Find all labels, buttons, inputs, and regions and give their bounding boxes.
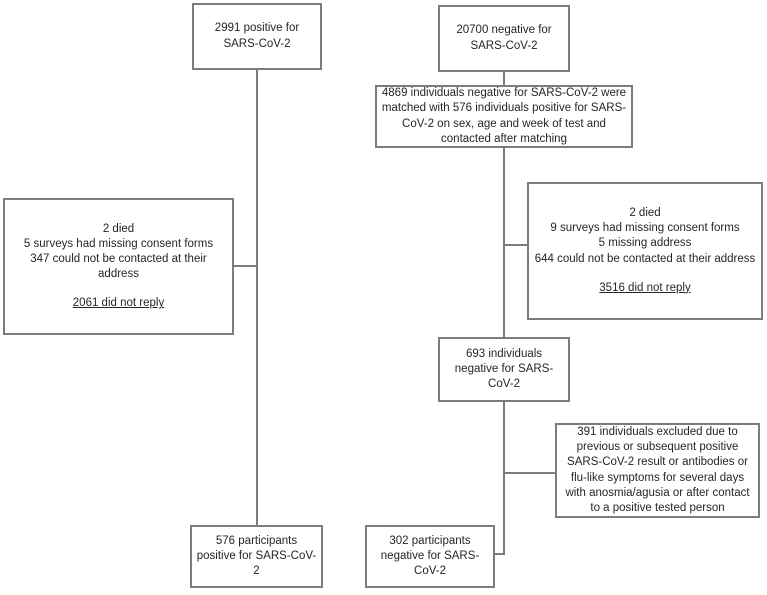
excluded-negative-line: 644 could not be contacted at their address xyxy=(534,252,756,265)
excluded-positive-no-reply: 2061 did not reply xyxy=(72,297,165,310)
box-excluded-positive xyxy=(3,198,234,335)
box-excluded-final-text: 391 individuals excluded due to previous or subsequent positive SARS-CoV-2 result or antibodies or flu-like symptoms for several days with anosmia/agusia or after contact to a positive tested person xyxy=(565,425,750,514)
excluded-positive-line: 2 died xyxy=(102,222,135,235)
connector-302-elbow xyxy=(493,553,505,555)
excluded-positive-line: 5 surveys had missing consent forms xyxy=(23,237,214,250)
box-participants-negative-text: 302 participants negative for SARS-CoV-2 xyxy=(380,534,480,578)
connector-positive-exclusion-branch xyxy=(233,265,258,267)
box-negative-contactable xyxy=(438,337,570,402)
box-excluded-negative xyxy=(527,182,763,320)
connector-negative-exclusion-branch xyxy=(504,244,528,246)
connector-positive-main-line xyxy=(256,70,258,525)
connector-negative-to-matched xyxy=(503,71,505,86)
excluded-negative-line: 9 surveys had missing consent forms xyxy=(550,222,740,235)
box-positive-total xyxy=(192,3,322,70)
excluded-negative-no-reply: 3516 did not reply xyxy=(599,281,691,294)
connector-matched-to-693 xyxy=(503,147,505,338)
excluded-positive-line: 347 could not be contacted at their address xyxy=(30,252,207,281)
box-negative-contactable-text: 693 individuals negative for SARS-CoV-2 xyxy=(454,347,554,391)
box-excluded-final xyxy=(555,423,760,518)
excluded-negative-line: 5 missing address xyxy=(598,237,692,250)
box-negative-total xyxy=(438,5,570,72)
connector-final-exclusion-branch xyxy=(504,472,556,474)
box-participants-negative xyxy=(365,525,495,588)
box-matched xyxy=(375,85,633,148)
connector-693-to-302 xyxy=(503,401,505,555)
box-participants-positive-text: 576 participants positive for SARS-CoV-2 xyxy=(196,534,317,578)
box-matched-text: 4869 individuals negative for SARS-CoV-2 were matched with 576 individuals positive for SARS-CoV-2 on sex, age and week of test and contacted after matching xyxy=(381,87,627,145)
box-positive-total-text: 2991 positive for SARS-CoV-2 xyxy=(214,22,300,50)
box-negative-total-text: 20700 negative for SARS-CoV-2 xyxy=(456,24,552,52)
excluded-negative-line: 2 died xyxy=(629,207,661,220)
box-participants-positive xyxy=(190,525,323,588)
